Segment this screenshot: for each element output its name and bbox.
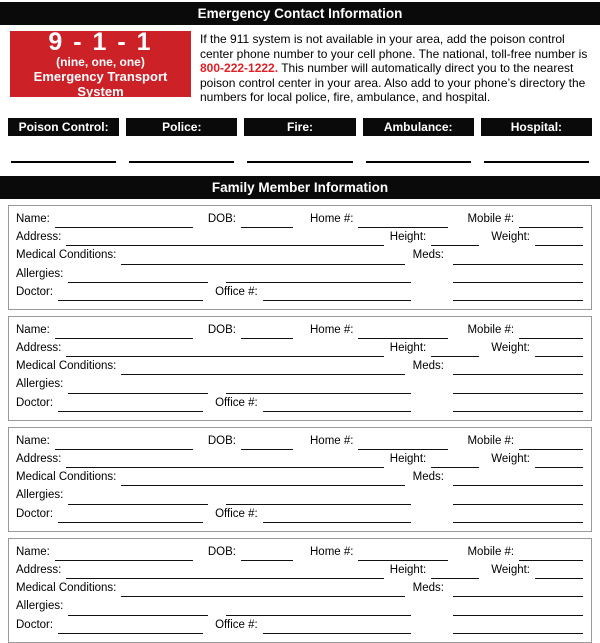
field-label-allergies: Allergies:: [16, 378, 64, 391]
member-row-allergies: [16, 489, 583, 507]
field-line-allergies[interactable]: [68, 393, 208, 394]
field-label-medical-conditions: Medical Conditions:: [16, 582, 117, 595]
field-line-home[interactable]: [358, 560, 448, 561]
field-line-home[interactable]: [358, 449, 448, 450]
member-row-medical: [16, 582, 583, 600]
member-row-medical: [16, 249, 583, 267]
field-line-office[interactable]: [263, 522, 411, 523]
field-label-home: Home #:: [310, 545, 354, 558]
field-label-doctor: Doctor:: [16, 618, 54, 631]
field-line-dob[interactable]: [241, 560, 293, 561]
family-member-block: [8, 316, 592, 421]
field-line-name[interactable]: [55, 560, 193, 561]
field-label-office: Office #:: [215, 396, 258, 409]
field-label-weight: Weight:: [491, 231, 530, 244]
field-line-height[interactable]: [431, 578, 479, 579]
field-line-meds-continued[interactable]: [453, 393, 583, 394]
field-line-meds[interactable]: [453, 264, 583, 265]
member-row-allergies: [16, 600, 583, 618]
field-line-home[interactable]: [358, 338, 448, 339]
field-label-address: Address:: [16, 342, 62, 355]
field-line-weight[interactable]: [535, 245, 583, 246]
field-line-meds-continued[interactable]: [453, 282, 583, 283]
field-label-name: Name:: [16, 545, 50, 558]
field-line-allergies-continued[interactable]: [226, 504, 411, 505]
field-line-mobile[interactable]: [519, 338, 583, 339]
field-line-address[interactable]: [66, 356, 383, 357]
contact-label-hospital: Hospital:: [481, 118, 592, 136]
badge-911-number: 9 - 1 - 1: [48, 28, 153, 56]
field-line-meds-continued[interactable]: [453, 504, 583, 505]
field-line-dob[interactable]: [241, 449, 293, 450]
field-line-address[interactable]: [66, 467, 383, 468]
field-line-doctor[interactable]: [58, 300, 203, 301]
field-label-office: Office #:: [215, 618, 258, 631]
field-line-mobile[interactable]: [519, 560, 583, 561]
field-label-meds: Meds:: [412, 471, 444, 484]
field-label-allergies: Allergies:: [16, 600, 64, 613]
field-label-meds: Meds:: [412, 582, 444, 595]
field-label-meds: Meds:: [412, 360, 444, 373]
member-row-doctor: [16, 508, 583, 526]
contact-line-ambulance[interactable]: [366, 161, 471, 163]
field-label-mobile: Mobile #:: [467, 323, 515, 336]
field-line-height[interactable]: [431, 467, 479, 468]
field-line-allergies-continued[interactable]: [226, 393, 411, 394]
field-line-mobile[interactable]: [519, 449, 583, 450]
field-line-weight[interactable]: [535, 467, 583, 468]
field-line-meds[interactable]: [453, 485, 583, 486]
field-label-dob: DOB:: [207, 212, 236, 225]
field-label-doctor: Doctor:: [16, 396, 54, 409]
field-line-office[interactable]: [263, 411, 411, 412]
field-label-height: Height:: [389, 563, 427, 576]
field-label-height: Height:: [389, 342, 427, 355]
family-member-blocks: [0, 205, 600, 643]
family-member-block: [8, 205, 592, 310]
poison-control-phone: 800-222-1222.: [200, 61, 279, 76]
contact-line-hospital[interactable]: [484, 161, 589, 163]
member-row-doctor: [16, 286, 583, 304]
field-label-medical-conditions: Medical Conditions:: [16, 471, 117, 484]
field-line-meds[interactable]: [453, 596, 583, 597]
field-line-doctor[interactable]: [58, 411, 203, 412]
field-label-medical-conditions: Medical Conditions:: [16, 249, 117, 262]
field-label-allergies: Allergies:: [16, 267, 64, 280]
field-label-name: Name:: [16, 212, 50, 225]
member-row-medical: [16, 471, 583, 489]
field-line-allergies[interactable]: [68, 282, 208, 283]
field-label-name: Name:: [16, 434, 50, 447]
member-row-doctor: [16, 619, 583, 637]
member-row-address: [16, 564, 583, 582]
field-line-name[interactable]: [55, 227, 193, 228]
contact-line-police[interactable]: [129, 161, 234, 163]
contact-line-poison-control[interactable]: [11, 161, 116, 163]
paragraph-text-after: This number will automatically direct you to the nearest poison control center in your area. Also add to your phone’s directory the numbers for local police, fire, ambulance, and hospital.: [200, 61, 586, 105]
field-label-mobile: Mobile #:: [467, 434, 515, 447]
emergency-info-section: [10, 28, 590, 105]
field-label-name: Name:: [16, 323, 50, 336]
family-section-title: Family Member Information: [211, 179, 389, 195]
member-row-name: [16, 324, 583, 342]
field-label-meds: Meds:: [412, 249, 444, 262]
member-row-address: [16, 453, 583, 471]
field-label-mobile: Mobile #:: [467, 545, 515, 558]
field-line-office[interactable]: [263, 633, 411, 634]
field-line-height[interactable]: [431, 245, 479, 246]
field-label-height: Height:: [389, 231, 427, 244]
field-line-meds[interactable]: [453, 374, 583, 375]
field-line-meds-continued-2[interactable]: [453, 411, 583, 412]
field-label-weight: Weight:: [491, 563, 530, 576]
member-row-name: [16, 546, 583, 564]
family-member-block: [8, 427, 592, 532]
field-line-allergies-continued[interactable]: [226, 282, 411, 283]
field-label-office: Office #:: [215, 507, 258, 520]
field-label-dob: DOB:: [207, 323, 236, 336]
emergency-section-title: Emergency Contact Information: [197, 6, 403, 21]
field-line-name[interactable]: [55, 449, 193, 450]
field-line-doctor[interactable]: [58, 633, 203, 634]
contact-label-fire: Fire:: [244, 118, 355, 136]
field-line-allergies-continued[interactable]: [226, 615, 411, 616]
field-label-home: Home #:: [310, 434, 354, 447]
member-row-name: [16, 213, 583, 231]
family-member-block: [8, 538, 592, 643]
member-row-name: [16, 435, 583, 453]
member-row-allergies: [16, 378, 583, 396]
field-line-meds-continued-2[interactable]: [453, 300, 583, 301]
member-row-medical: [16, 360, 583, 378]
contact-fill-lines-row: [8, 161, 592, 163]
field-label-doctor: Doctor:: [16, 285, 54, 298]
poison-control-paragraph: [200, 31, 590, 105]
section-header-family: [0, 176, 600, 199]
field-line-height[interactable]: [431, 356, 479, 357]
field-line-mobile[interactable]: [519, 227, 583, 228]
field-line-meds-continued-2[interactable]: [453, 633, 583, 634]
field-line-meds-continued[interactable]: [453, 615, 583, 616]
member-row-doctor: [16, 397, 583, 415]
field-line-home[interactable]: [358, 227, 448, 228]
contact-label-police: Police:: [126, 118, 237, 136]
field-line-name[interactable]: [55, 338, 193, 339]
field-line-allergies[interactable]: [68, 615, 208, 616]
field-label-doctor: Doctor:: [16, 507, 54, 520]
field-line-doctor[interactable]: [58, 522, 203, 523]
badge-911-words: (nine, one, one): [56, 55, 145, 69]
field-line-weight[interactable]: [535, 578, 583, 579]
field-line-medical-conditions[interactable]: [121, 264, 404, 265]
contact-labels-row: [8, 118, 592, 136]
field-label-height: Height:: [389, 453, 427, 466]
field-label-weight: Weight:: [491, 342, 530, 355]
contact-label-ambulance: Ambulance:: [363, 118, 474, 136]
field-line-address[interactable]: [66, 578, 383, 579]
member-row-allergies: [16, 268, 583, 286]
contact-line-fire[interactable]: [247, 161, 352, 163]
field-line-office[interactable]: [263, 300, 411, 301]
field-label-office: Office #:: [215, 285, 258, 298]
contact-label-poison-control: Poison Control:: [8, 118, 119, 136]
field-label-address: Address:: [16, 453, 62, 466]
member-row-address: [16, 231, 583, 249]
field-line-medical-conditions[interactable]: [121, 485, 404, 486]
field-label-address: Address:: [16, 563, 62, 576]
member-row-address: [16, 342, 583, 360]
field-line-dob[interactable]: [241, 227, 293, 228]
field-line-address[interactable]: [66, 245, 383, 246]
field-label-allergies: Allergies:: [16, 489, 64, 502]
field-label-dob: DOB:: [207, 545, 236, 558]
badge-transport-system: Emergency Transport System: [33, 69, 168, 99]
section-header-emergency: [0, 2, 600, 25]
field-line-medical-conditions[interactable]: [121, 596, 404, 597]
field-label-home: Home #:: [310, 212, 354, 225]
field-line-medical-conditions[interactable]: [121, 374, 404, 375]
field-label-dob: DOB:: [207, 434, 236, 447]
field-line-dob[interactable]: [241, 338, 293, 339]
field-line-allergies[interactable]: [68, 504, 208, 505]
field-label-home: Home #:: [310, 323, 354, 336]
field-label-address: Address:: [16, 231, 62, 244]
field-line-meds-continued-2[interactable]: [453, 522, 583, 523]
field-label-medical-conditions: Medical Conditions:: [16, 360, 117, 373]
emergency-911-badge: [10, 28, 191, 99]
field-label-mobile: Mobile #:: [467, 212, 515, 225]
field-label-weight: Weight:: [491, 453, 530, 466]
paragraph-text-before: If the 911 system is not available in your area, add the poison control center phone number to your cell phone. The national, toll-free number is: [200, 32, 588, 61]
field-line-weight[interactable]: [535, 356, 583, 357]
